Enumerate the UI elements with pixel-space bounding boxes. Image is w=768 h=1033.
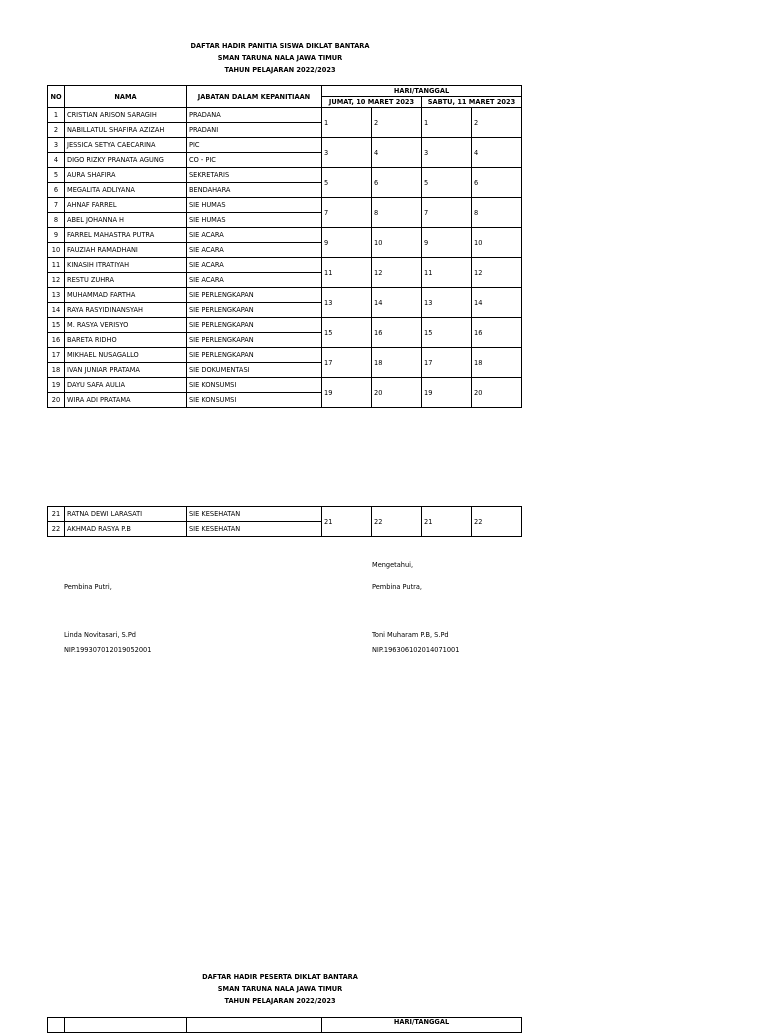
signature-cell: 16 (372, 318, 422, 348)
row-position: SIE DOKUMENTASI (187, 363, 322, 378)
signature-cell: 15 (422, 318, 472, 348)
signature-cell: 21 (322, 507, 372, 537)
row-number: 3 (48, 138, 65, 153)
signature-cell: 8 (472, 198, 522, 228)
row-position: SIE KONSUMSI (187, 378, 322, 393)
row-name: AURA SHAFIRA (65, 168, 187, 183)
signature-cell: 1 (422, 108, 472, 138)
row-position: SIE KESEHATAN (187, 507, 322, 522)
header-school: SMAN TARUNA NALA JAWA TIMUR (217, 54, 343, 62)
signature-cell: 7 (422, 198, 472, 228)
header-day-2: SABTU, 11 MARET 2023 (422, 97, 522, 108)
row-number: 17 (48, 348, 65, 363)
row-number: 2 (48, 123, 65, 138)
row-position: SIE PERLENGKAPAN (187, 333, 322, 348)
row-number: 6 (48, 183, 65, 198)
row-number: 12 (48, 273, 65, 288)
row-position: PRADANI (187, 123, 322, 138)
row-number: 10 (48, 243, 65, 258)
signature-cell: 12 (372, 258, 422, 288)
pembina-putri-name: Linda Novitasari, S.Pd (64, 631, 136, 639)
row-name: BARETA RIDHO (65, 333, 187, 348)
pembina-putra-name: Toni Muharam P.B, S.Pd (372, 631, 449, 639)
signature-cell: 18 (372, 348, 422, 378)
signature-cell: 6 (472, 168, 522, 198)
row-position: SIE KESEHATAN (187, 522, 322, 537)
signature-cell: 20 (372, 378, 422, 408)
row-number: 14 (48, 303, 65, 318)
row-number: 21 (48, 507, 65, 522)
row-number: 15 (48, 318, 65, 333)
row-name: CRISTIAN ARISON SARAGIH (65, 108, 187, 123)
signature-cell: 3 (422, 138, 472, 168)
pembina-putra-nip: NIP.196306102014071001 (372, 646, 460, 654)
pembina-putri-title: Pembina Putri, (64, 583, 112, 591)
row-name: FAUZIAH RAMADHANI (65, 243, 187, 258)
table-row (48, 168, 522, 183)
signature-cell: 2 (372, 108, 422, 138)
signature-cell: 17 (322, 348, 372, 378)
row-position: SIE PERLENGKAPAN (187, 348, 322, 363)
signature-cell: 3 (322, 138, 372, 168)
signature-cell: 9 (322, 228, 372, 258)
header2-year: TAHUN PELAJARAN 2022/2023 (224, 997, 336, 1005)
row-position: BENDAHARA (187, 183, 322, 198)
attendance-table (47, 85, 522, 408)
row-name: RAYA RASYIDINANSYAH (65, 303, 187, 318)
signature-cell: 5 (422, 168, 472, 198)
row-name: AHNAF FARREL (65, 198, 187, 213)
signature-cell: 14 (472, 288, 522, 318)
participant-table (47, 1017, 522, 1033)
table-row (48, 198, 522, 213)
mengetahui-label: Mengetahui, (372, 561, 414, 569)
row-name: IVAN JUNIAR PRATAMA (65, 363, 187, 378)
row-position: SIE ACARA (187, 258, 322, 273)
header-jabatan: JABATAN DALAM KEPANITIAAN (187, 86, 322, 108)
header-title: DAFTAR HADIR PANITIA SISWA DIKLAT BANTARA (190, 42, 370, 50)
signature-cell: 10 (372, 228, 422, 258)
pembina-putra-title: Pembina Putra, (372, 583, 423, 591)
row-position: SEKRETARIS (187, 168, 322, 183)
signature-cell: 11 (322, 258, 372, 288)
row-number: 4 (48, 153, 65, 168)
signature-cell: 18 (472, 348, 522, 378)
signature-cell: 7 (322, 198, 372, 228)
signature-cell: 2 (472, 108, 522, 138)
row-name: RATNA DEWI LARASATI (65, 507, 187, 522)
row-number: 20 (48, 393, 65, 408)
row-name: FARREL MAHASTRA PUTRA (65, 228, 187, 243)
row-position: SIE PERLENGKAPAN (187, 303, 322, 318)
table-row (48, 507, 522, 522)
signature-cell: 1 (322, 108, 372, 138)
row-position: SIE ACARA (187, 243, 322, 258)
signature-cell: 22 (472, 507, 522, 537)
row-number: 9 (48, 228, 65, 243)
row-position: PIC (187, 138, 322, 153)
row-name: MUHAMMAD FARTHA (65, 288, 187, 303)
participant-header-nama (65, 1018, 187, 1033)
signature-cell: 13 (422, 288, 472, 318)
header-year: TAHUN PELAJARAN 2022/2023 (224, 66, 336, 74)
header-nama: NAMA (65, 86, 187, 108)
row-position: SIE PERLENGKAPAN (187, 318, 322, 333)
signature-cell: 16 (472, 318, 522, 348)
header2-school: SMAN TARUNA NALA JAWA TIMUR (217, 985, 343, 993)
row-position: CO - PIC (187, 153, 322, 168)
row-position: SIE HUMAS (187, 198, 322, 213)
row-number: 5 (48, 168, 65, 183)
row-name: JESSICA SETYA CAECARINA (65, 138, 187, 153)
table-row (48, 318, 522, 333)
row-position: SIE ACARA (187, 273, 322, 288)
row-name: WIRA ADI PRATAMA (65, 393, 187, 408)
row-name: DAYU SAFA AULIA (65, 378, 187, 393)
header-hari-tanggal: HARI/TANGGAL (322, 86, 522, 97)
signature-cell: 19 (322, 378, 372, 408)
header2-title: DAFTAR HADIR PESERTA DIKLAT BANTARA (202, 973, 358, 981)
participant-header-no (48, 1018, 65, 1033)
signature-cell: 20 (472, 378, 522, 408)
row-name: RESTU ZUHRA (65, 273, 187, 288)
row-position: SIE ACARA (187, 228, 322, 243)
table-row (48, 288, 522, 303)
row-number: 1 (48, 108, 65, 123)
participant-header-jabatan (187, 1018, 322, 1033)
signature-cell: 6 (372, 168, 422, 198)
table-row (48, 228, 522, 243)
signature-cell: 9 (422, 228, 472, 258)
row-name: AKHMAD RASYA P.B (65, 522, 187, 537)
table-row (48, 348, 522, 363)
signature-cell: 21 (422, 507, 472, 537)
row-name: MIKHAEL NUSAGALLO (65, 348, 187, 363)
header-no: NO (48, 86, 65, 108)
row-number: 18 (48, 363, 65, 378)
table-row (48, 378, 522, 393)
signature-cell: 11 (422, 258, 472, 288)
row-name: KINASIH ITRATIYAH (65, 258, 187, 273)
signature-cell: 19 (422, 378, 472, 408)
row-position: SIE HUMAS (187, 213, 322, 228)
signature-cell: 12 (472, 258, 522, 288)
attendance-table-continued (47, 506, 522, 537)
row-position: PRADANA (187, 108, 322, 123)
row-name: ABEL JOHANNA H (65, 213, 187, 228)
row-number: 19 (48, 378, 65, 393)
row-position: SIE KONSUMSI (187, 393, 322, 408)
document-header-2 (180, 971, 380, 1007)
signature-cell: 4 (472, 138, 522, 168)
signature-cell: 4 (372, 138, 422, 168)
signature-cell: 14 (372, 288, 422, 318)
signature-cell: 15 (322, 318, 372, 348)
row-name: DIGO RIZKY PRANATA AGUNG (65, 153, 187, 168)
signature-cell: 10 (472, 228, 522, 258)
header-day-1: JUMAT, 10 MARET 2023 (322, 97, 422, 108)
row-number: 8 (48, 213, 65, 228)
row-name: MEGALITA ADLIYANA (65, 183, 187, 198)
participant-header-hari: HARI/TANGGAL (322, 1018, 522, 1033)
signature-cell: 8 (372, 198, 422, 228)
pembina-putri-nip: NIP.199307012019052001 (64, 646, 152, 654)
table-row (48, 258, 522, 273)
signature-cell: 5 (322, 168, 372, 198)
signature-cell: 22 (372, 507, 422, 537)
row-number: 22 (48, 522, 65, 537)
row-number: 11 (48, 258, 65, 273)
row-name: M. RASYA VERISYO (65, 318, 187, 333)
row-position: SIE PERLENGKAPAN (187, 288, 322, 303)
table-row (48, 108, 522, 123)
row-name: NABILLATUL SHAFIRA AZIZAH (65, 123, 187, 138)
signature-cell: 17 (422, 348, 472, 378)
signature-cell: 13 (322, 288, 372, 318)
row-number: 13 (48, 288, 65, 303)
document-header (180, 40, 380, 76)
table-row (48, 138, 522, 153)
row-number: 7 (48, 198, 65, 213)
row-number: 16 (48, 333, 65, 348)
